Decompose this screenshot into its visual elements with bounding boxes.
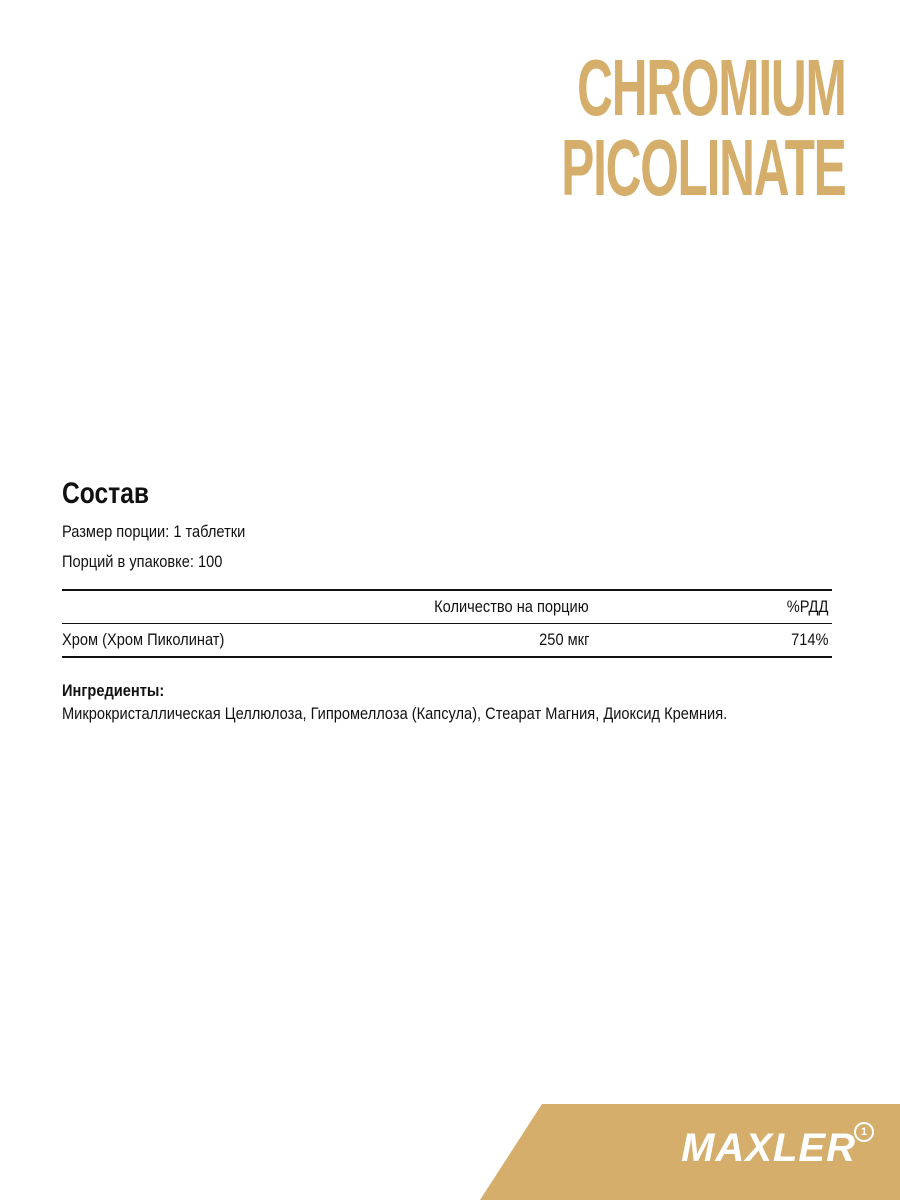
header-rdd: %РДД: [786, 597, 828, 616]
table-row: [62, 624, 832, 656]
ingredients-heading: Ингредиенты:: [62, 681, 165, 700]
nutrient-name: Хром (Хром Пиколинат): [62, 630, 225, 649]
servings-per-container: Порций в упаковке: 100: [62, 552, 223, 571]
nutrition-facts-table: [62, 589, 832, 658]
nutrient-amount: 250 мкг: [538, 630, 589, 649]
nutrient-rdd: 714%: [790, 630, 828, 649]
product-title: [561, 43, 846, 212]
ingredients-block: [62, 680, 832, 726]
product-title-line-2: PICOLINATE: [561, 123, 846, 212]
header-amount: Количество на порцию: [434, 597, 589, 616]
table-header-row: [62, 591, 832, 624]
brand-banner: [480, 1104, 900, 1200]
circled-number-icon: 1: [854, 1122, 874, 1142]
composition-heading: Состав: [62, 477, 150, 510]
composition-section: [62, 475, 832, 726]
brand-logo: MAXLER: [681, 1126, 856, 1170]
serving-size: Размер порции: 1 таблетки: [62, 522, 246, 541]
ingredients-list: Микрокристаллическая Целлюлоза, Гипромеллоза (Капсула), Стеарат Магния, Диоксид Кремния.: [62, 704, 728, 723]
product-title-line-1: CHROMIUM: [577, 43, 846, 132]
